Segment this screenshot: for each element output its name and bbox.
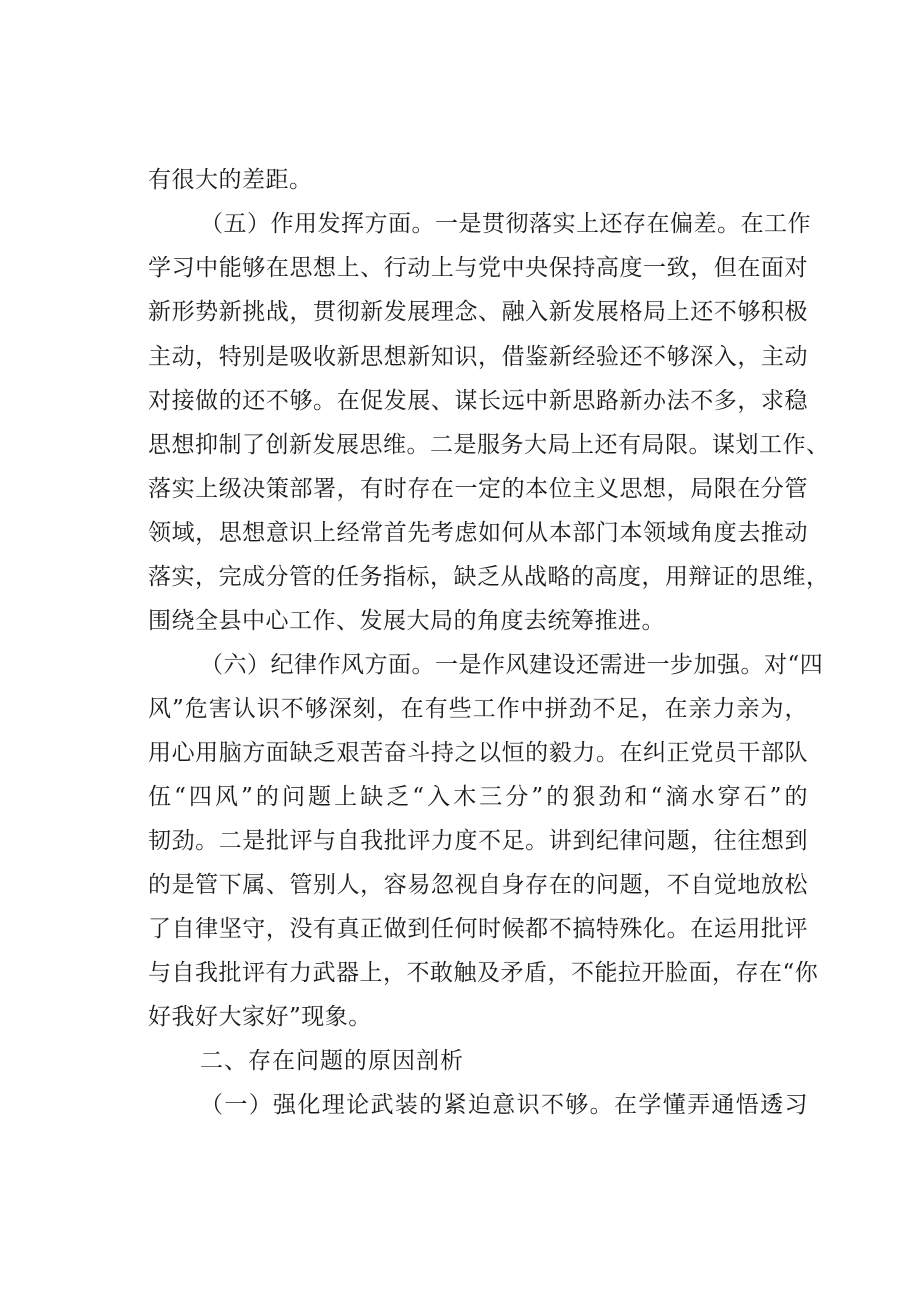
- paragraph-line: 与自我批评有力武器上，不敢触及矛盾，不能拉开脸面，存在“你: [148, 960, 819, 986]
- paragraph-line: 韧劲。二是批评与自我批评力度不足。讲到纪律问题，往往想到: [148, 828, 808, 854]
- paragraph-line: （五）作用发挥方面。一是贯彻落实上还存在偏差。在工作: [200, 211, 811, 237]
- paragraph-line: 学习中能够在思想上、行动上与党中央保持高度一致，但在面对: [148, 255, 808, 281]
- paragraph-line: 对接做的还不够。在促发展、谋长远中新思路新办法不多，求稳: [148, 388, 808, 414]
- paragraph-line: 的是管下属、管别人，容易忽视自身存在的问题，不自觉地放松: [148, 872, 808, 898]
- paragraph-line: 伍“四风”的问题上缺乏“入木三分”的狠劲和“滴水穿石”的: [148, 784, 808, 810]
- paragraph-line: 落实，完成分管的任务指标，缺乏从战略的高度，用辩证的思维，: [148, 564, 830, 590]
- paragraph-line: 有很大的差距。: [148, 167, 313, 193]
- paragraph-line: 围绕全县中心工作、发展大局的角度去统筹推进。: [148, 608, 665, 634]
- paragraph-line: 了自律坚守，没有真正做到任何时候都不搞特殊化。在运用批评: [148, 916, 808, 942]
- paragraph-line: 新形势新挑战，贯彻新发展理念、融入新发展格局上还不够积极: [148, 299, 808, 325]
- paragraph-line: 风”危害认识不够深刻，在有些工作中拼劲不足，在亲力亲为，: [148, 696, 808, 722]
- paragraph-line: 领域，思想意识上经常首先考虑如何从本部门本领域角度去推动: [148, 520, 808, 546]
- paragraph-line: 用心用脑方面缺乏艰苦奋斗持之以恒的毅力。在纠正党员干部队: [148, 740, 808, 766]
- paragraph-line: 思想抑制了创新发展思维。二是服务大局上还有局限。谋划工作、: [148, 432, 830, 458]
- section-heading: 二、存在问题的原因剖析: [200, 1048, 464, 1074]
- paragraph-line: （六）纪律作风方面。一是作风建设还需进一步加强。对“四: [200, 652, 824, 678]
- paragraph-line: 好我好大家好”现象。: [148, 1004, 372, 1030]
- paragraph-line: 落实上级决策部署，有时存在一定的本位主义思想，局限在分管: [148, 476, 808, 502]
- paragraph-line: （一）强化理论武装的紧迫意识不够。在学懂弄通悟透习: [200, 1092, 808, 1118]
- paragraph-line: 主动，特别是吸收新思想新知识，借鉴新经验还不够深入，主动: [148, 344, 808, 370]
